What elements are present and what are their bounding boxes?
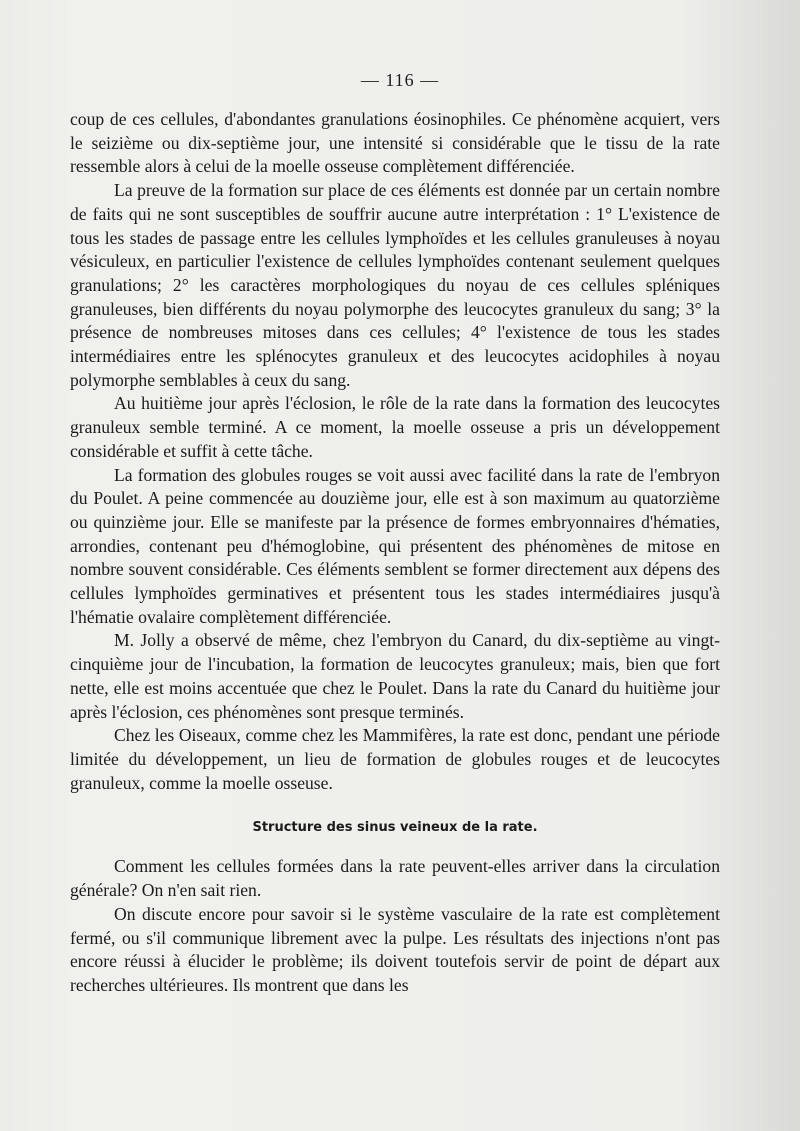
paragraph: Au huitième jour après l'éclosion, le rôle de la rate dans la formation des leucocytes granuleux semble terminé. A ce moment, la moelle osseuse a pris un développement considérable et suffit à cette tâche. [70, 393, 720, 461]
paragraph: M. Jolly a observé de même, chez l'embryon du Canard, du dix-septième au vingt-cinquième jour de l'incubation, la formation de leucocytes granuleux; mais, bien que fort nette, elle est moins accentuée que chez le Poulet. Dans la rate du Canard du huitième jour après l'éclosion, ces phénomènes sont presque terminés. [70, 630, 720, 722]
paragraph: Chez les Oiseaux, comme chez les Mammifères, la rate est donc, pendant une période limitée du développement, un lieu de formation de globules rouges et de leucocytes granuleux, comme la moelle osseuse. [70, 725, 720, 793]
paragraph: Comment les cellules formées dans la rate peuvent-elles arriver dans la circulation générale? On n'en sait rien. [70, 856, 720, 901]
page-number: — 116 — [360, 70, 440, 90]
body-text [70, 108, 720, 998]
paragraph: coup de ces cellules, d'abondantes granulations éosinophiles. Ce phénomène acquiert, vers le seizième ou dix-septième jour, une intensité si considérable que le tissu de la rate ressemble alors à celui de la moelle osseuse complètement différenciée. [70, 109, 720, 177]
paragraph: On discute encore pour savoir si le système vasculaire de la rate est complètement fermé, ou s'il communique librement avec la pulpe. Les résultats des injections n'ont pas encore réussi à élucider le problème; ils doivent toutefois servir de point de départ aux recherches ultérieures. Ils montrent que dans les [70, 903, 720, 995]
paragraph: La preuve de la formation sur place de ces éléments est donnée par un certain nombre de faits qui ne sont susceptibles de souffrir aucune autre interprétation : 1° L'existence de tous les stades de passage entre les cellules lymphoïdes et les cellules granuleuses à noyau vésiculeux, en particulier l'existence de cellules lymphoïdes contenant seulement quelques granulations; 2° les caractères morphologiques du noyau de ces cellules spléniques granuleuses, bien différents du noyau polymorphe des leucocytes granuleux du sang; 3° la présence de nombreuses mitoses dans ces cellules; 4° l'existence de tous les stades intermédiaires entre les splénocytes granuleux et des leucocytes acidophiles à noyau polymorphe semblables à ceux du sang. [70, 180, 720, 390]
section-heading: Structure des sinus veineux de la rate. [252, 820, 538, 836]
paragraph: La formation des globules rouges se voit aussi avec facilité dans la rate de l'embryon du Poulet. A peine commencée au douzième jour, elle est à son maximum au quatorzième ou quinzième jour. Elle se manifeste par la présence de formes embryonnaires d'hématies, arrondies, contenant peu d'hémoglobine, qui présentent des phénomènes de mitose en nombre souvent considérable. Ces éléments semblent se former directement aux dépens des cellules lymphoïdes germinatives et présentent tous les stades intermédiaires jusqu'à l'hématie ovalaire complètement différenciée. [70, 464, 720, 627]
